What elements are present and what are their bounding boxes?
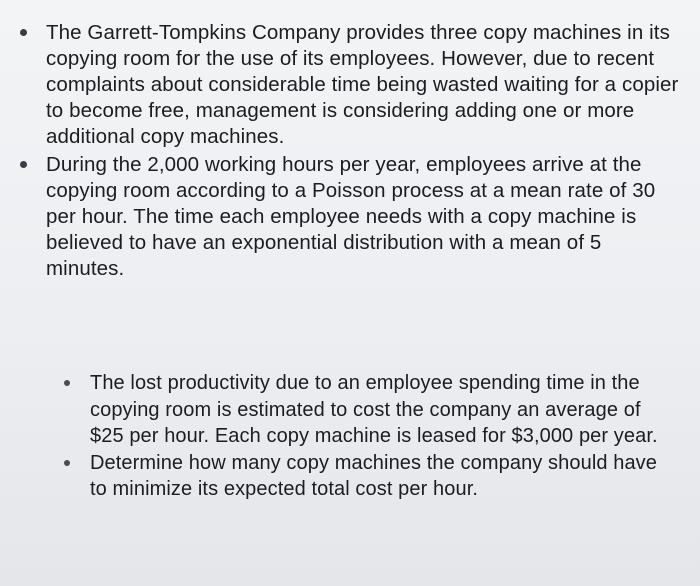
bullet-icon xyxy=(20,161,27,168)
list-item xyxy=(60,370,660,450)
list-item xyxy=(20,20,680,150)
bullet-icon xyxy=(64,380,70,386)
list-item xyxy=(60,450,660,503)
bullet-text: The Garrett-Tompkins Company provides three copy machines in its copying room for the use of its employees. However, due to recent complaints about considerable time being wasted waiting for a copier to become free, management is considering adding one or more additional copy machines. xyxy=(46,21,679,148)
bullet-text: The lost productivity due to an employee spending time in the copying room is estimated to cost the company an average of $25 per hour. Each copy machine is leased for $3,000 per year. xyxy=(90,372,658,447)
bullet-text: During the 2,000 working hours per year, employees arrive at the copying room according to a Poisson process at a mean rate of 30 per hour. The time each employee needs with a copy machine is believed to have an exponential distribution with a mean of 5 minutes. xyxy=(46,153,656,280)
list-item xyxy=(20,152,680,282)
bullet-icon xyxy=(64,460,70,466)
main-bullet-list xyxy=(20,20,680,282)
bullet-text: Determine how many copy machines the company should have to minimize its expected total cost per hour. xyxy=(90,451,658,500)
bullet-icon xyxy=(20,29,27,36)
sub-bullet-list xyxy=(60,370,660,503)
